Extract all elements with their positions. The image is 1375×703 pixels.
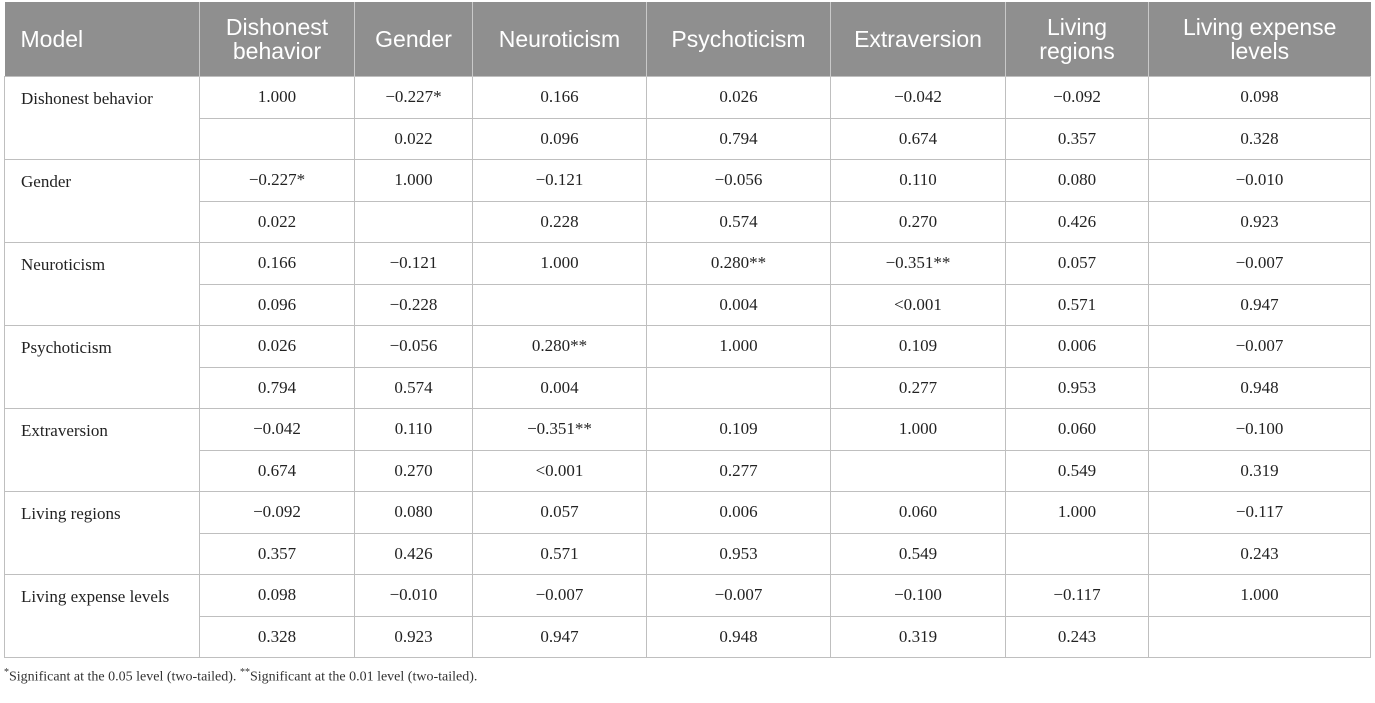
correlation-cell: −0.007 — [1149, 243, 1371, 285]
p-value-cell: −0.228 — [355, 284, 473, 326]
table-row — [5, 160, 1371, 202]
correlation-cell: −0.121 — [473, 160, 647, 202]
row-label: Living regions — [5, 492, 200, 575]
correlation-cell: 0.166 — [200, 243, 355, 285]
table-row — [5, 367, 1371, 409]
table-row — [5, 77, 1371, 119]
p-value-cell: 0.004 — [647, 284, 831, 326]
p-value-cell: 0.923 — [1149, 201, 1371, 243]
header-neuroticism: Neuroticism — [473, 2, 647, 77]
p-value-cell: 0.571 — [1006, 284, 1149, 326]
correlation-cell: 1.000 — [1006, 492, 1149, 534]
correlation-cell: −0.056 — [355, 326, 473, 368]
p-value-cell: 0.571 — [473, 533, 647, 575]
p-value-cell: 0.319 — [1149, 450, 1371, 492]
table-row — [5, 284, 1371, 326]
correlation-cell: 1.000 — [200, 77, 355, 119]
p-value-cell: 0.270 — [355, 450, 473, 492]
correlation-cell: −0.010 — [1149, 160, 1371, 202]
p-value-cell: 0.953 — [1006, 367, 1149, 409]
p-value-cell: 0.277 — [647, 450, 831, 492]
correlation-cell: −0.007 — [647, 575, 831, 617]
p-value-cell — [647, 367, 831, 409]
p-value-cell: 0.574 — [355, 367, 473, 409]
correlation-cell: 1.000 — [473, 243, 647, 285]
header-extraversion: Extraversion — [831, 2, 1006, 77]
correlation-cell: −0.007 — [473, 575, 647, 617]
correlation-cell: 0.057 — [473, 492, 647, 534]
correlation-cell: −0.007 — [1149, 326, 1371, 368]
correlation-table-container — [4, 2, 1370, 686]
p-value-cell: <0.001 — [473, 450, 647, 492]
correlation-cell: −0.351** — [831, 243, 1006, 285]
p-value-cell: 0.948 — [647, 616, 831, 658]
p-value-cell: 0.426 — [1006, 201, 1149, 243]
footnote-text-005: Significant at the 0.05 level (two-tailed). — [9, 669, 240, 685]
header-row — [5, 2, 1371, 77]
table-row — [5, 118, 1371, 160]
p-value-cell — [1149, 616, 1371, 658]
correlation-cell: 0.109 — [831, 326, 1006, 368]
correlation-cell: 0.166 — [473, 77, 647, 119]
p-value-cell: 0.357 — [1006, 118, 1149, 160]
footnote-mark-single: * — [4, 667, 9, 678]
row-label: Dishonest behavior — [5, 77, 200, 160]
header-dishonest-behavior: Dishonest behavior — [200, 2, 355, 77]
p-value-cell: 0.328 — [1149, 118, 1371, 160]
table-row — [5, 201, 1371, 243]
p-value-cell: 0.947 — [473, 616, 647, 658]
correlation-cell: −0.351** — [473, 409, 647, 451]
p-value-cell: 0.953 — [647, 533, 831, 575]
correlation-cell: 0.280** — [473, 326, 647, 368]
p-value-cell — [473, 284, 647, 326]
p-value-cell — [355, 201, 473, 243]
correlation-cell: −0.121 — [355, 243, 473, 285]
row-label: Neuroticism — [5, 243, 200, 326]
p-value-cell: 0.794 — [200, 367, 355, 409]
header-gender: Gender — [355, 2, 473, 77]
p-value-cell: 0.674 — [200, 450, 355, 492]
table-row — [5, 533, 1371, 575]
correlation-cell: 0.026 — [647, 77, 831, 119]
correlation-cell: −0.042 — [200, 409, 355, 451]
p-value-cell: 0.549 — [1006, 450, 1149, 492]
correlation-cell: 0.110 — [831, 160, 1006, 202]
correlation-cell: 0.057 — [1006, 243, 1149, 285]
correlation-cell: 0.060 — [831, 492, 1006, 534]
correlation-cell: −0.100 — [831, 575, 1006, 617]
correlation-cell: 0.006 — [647, 492, 831, 534]
correlation-cell: 1.000 — [647, 326, 831, 368]
correlation-cell: −0.010 — [355, 575, 473, 617]
p-value-cell: 0.243 — [1006, 616, 1149, 658]
row-label: Extraversion — [5, 409, 200, 492]
correlation-cell: 0.109 — [647, 409, 831, 451]
p-value-cell: 0.319 — [831, 616, 1006, 658]
footnote-mark-double: ** — [239, 667, 250, 678]
p-value-cell: 0.096 — [473, 118, 647, 160]
p-value-cell: 0.574 — [647, 201, 831, 243]
p-value-cell: 0.277 — [831, 367, 1006, 409]
p-value-cell: 0.357 — [200, 533, 355, 575]
table-row — [5, 243, 1371, 285]
header-model: Model — [5, 2, 200, 77]
correlation-cell: 0.280** — [647, 243, 831, 285]
footnote-text-001: Significant at the 0.01 level (two-tailed). — [249, 669, 478, 685]
p-value-cell: 0.270 — [831, 201, 1006, 243]
p-value-cell: 0.549 — [831, 533, 1006, 575]
correlation-cell: 0.006 — [1006, 326, 1149, 368]
p-value-cell — [200, 118, 355, 160]
correlation-cell: −0.227* — [200, 160, 355, 202]
correlation-table — [4, 2, 1371, 658]
p-value-cell: 0.948 — [1149, 367, 1371, 409]
header-living-expense-levels: Living expense levels — [1149, 2, 1371, 77]
p-value-cell: 0.426 — [355, 533, 473, 575]
p-value-cell: 0.794 — [647, 118, 831, 160]
correlation-cell: −0.100 — [1149, 409, 1371, 451]
correlation-cell: 0.110 — [355, 409, 473, 451]
correlation-cell: 0.026 — [200, 326, 355, 368]
correlation-cell: −0.092 — [200, 492, 355, 534]
correlation-cell: 0.060 — [1006, 409, 1149, 451]
p-value-cell — [1006, 533, 1149, 575]
correlation-cell: 0.080 — [1006, 160, 1149, 202]
table-body — [5, 77, 1371, 658]
p-value-cell: 0.004 — [473, 367, 647, 409]
p-value-cell: 0.674 — [831, 118, 1006, 160]
header-psychoticism: Psychoticism — [647, 2, 831, 77]
correlation-cell: −0.042 — [831, 77, 1006, 119]
table-row — [5, 409, 1371, 451]
table-row — [5, 575, 1371, 617]
p-value-cell: 0.947 — [1149, 284, 1371, 326]
p-value-cell: 0.022 — [355, 118, 473, 160]
correlation-cell: −0.117 — [1149, 492, 1371, 534]
correlation-cell: 1.000 — [1149, 575, 1371, 617]
row-label: Gender — [5, 160, 200, 243]
p-value-cell: 0.243 — [1149, 533, 1371, 575]
p-value-cell — [831, 450, 1006, 492]
correlation-cell: 0.098 — [200, 575, 355, 617]
table-row — [5, 492, 1371, 534]
p-value-cell: 0.923 — [355, 616, 473, 658]
correlation-cell: 0.080 — [355, 492, 473, 534]
correlation-cell: −0.227* — [355, 77, 473, 119]
correlation-cell: 1.000 — [831, 409, 1006, 451]
p-value-cell: 0.022 — [200, 201, 355, 243]
table-header — [5, 2, 1371, 77]
correlation-cell: −0.092 — [1006, 77, 1149, 119]
row-label: Living expense levels — [5, 575, 200, 658]
p-value-cell: 0.228 — [473, 201, 647, 243]
correlation-cell: −0.056 — [647, 160, 831, 202]
p-value-cell: <0.001 — [831, 284, 1006, 326]
correlation-cell: 0.098 — [1149, 77, 1371, 119]
table-row — [5, 326, 1371, 368]
header-living-regions: Living regions — [1006, 2, 1149, 77]
p-value-cell: 0.328 — [200, 616, 355, 658]
correlation-cell: −0.117 — [1006, 575, 1149, 617]
table-footnote — [4, 667, 1370, 686]
table-row — [5, 450, 1371, 492]
table-row — [5, 616, 1371, 658]
p-value-cell: 0.096 — [200, 284, 355, 326]
correlation-cell: 1.000 — [355, 160, 473, 202]
row-label: Psychoticism — [5, 326, 200, 409]
